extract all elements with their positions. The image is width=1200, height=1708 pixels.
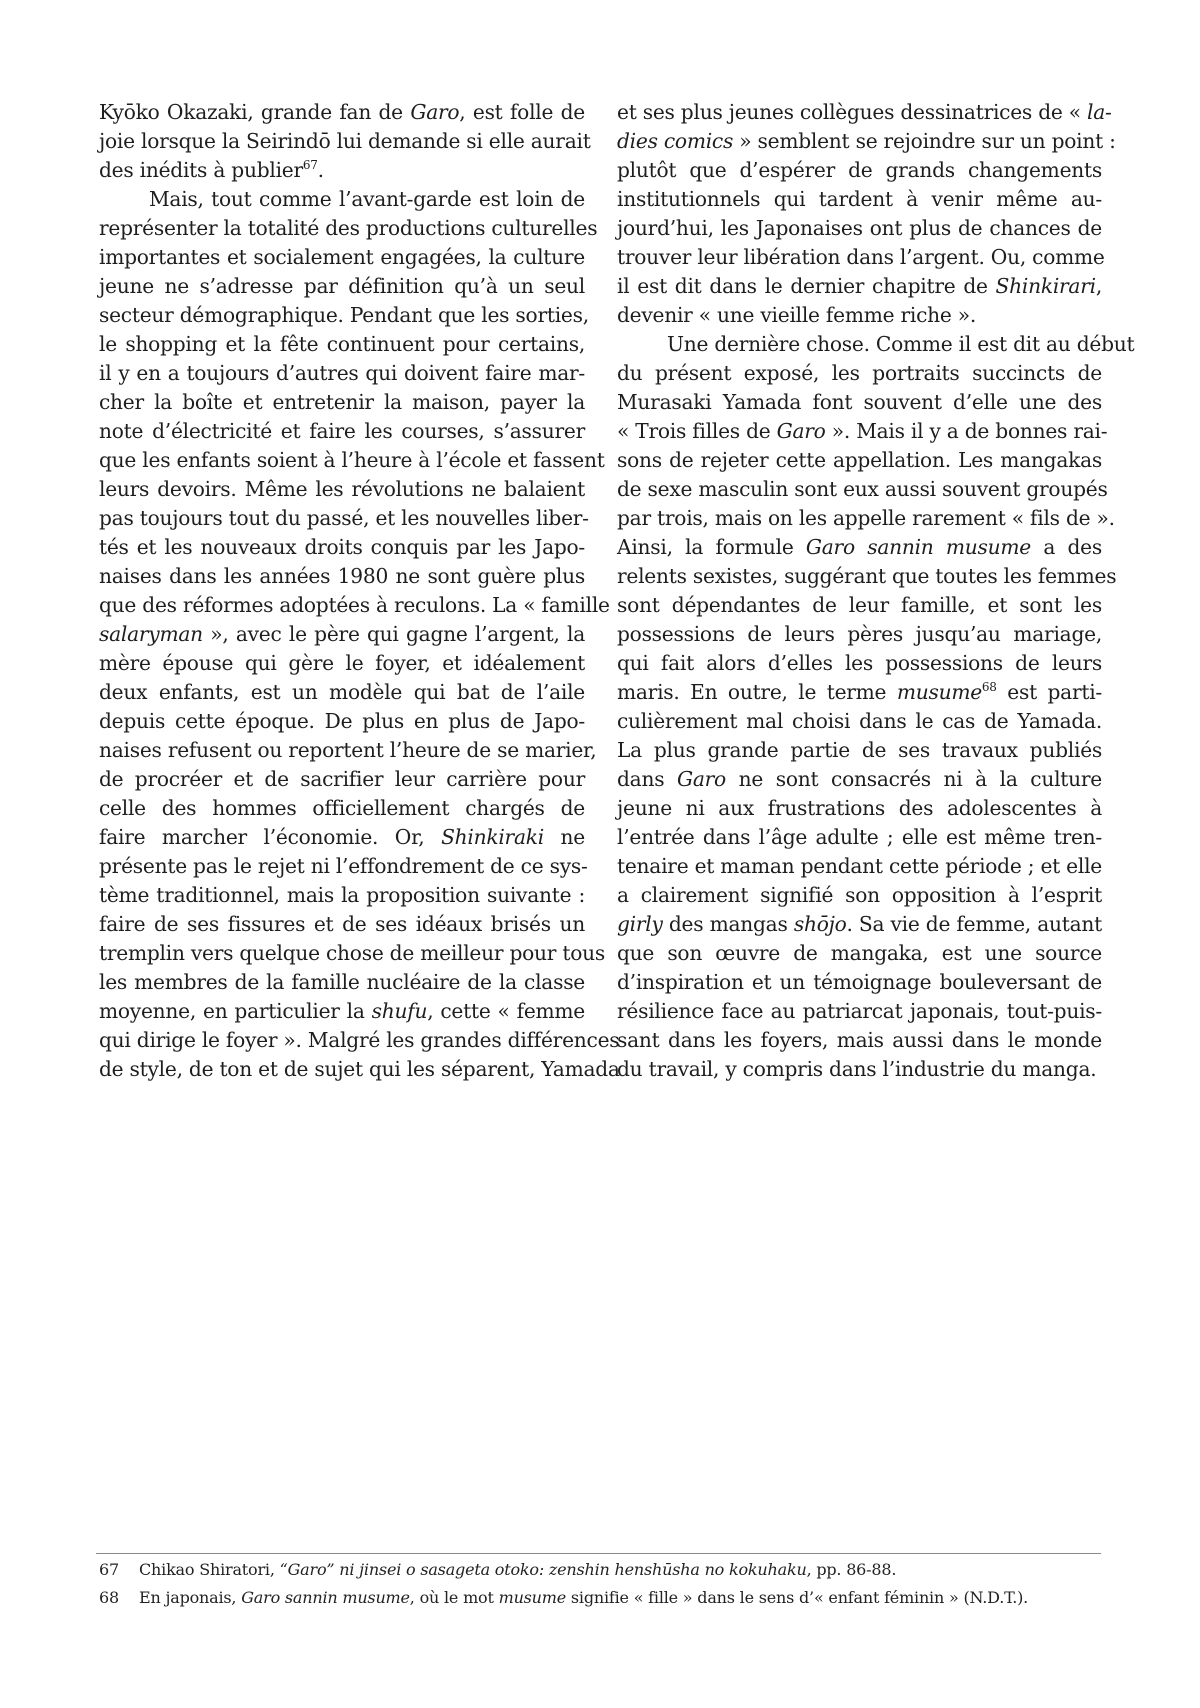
text-line: celle des hommes officiellement chargés de [99, 796, 585, 820]
text-line: des inédits à publier$^{67}$. [99, 158, 324, 182]
text-line: possessions de leurs pères jusqu’au mariage, [617, 622, 1102, 646]
text-line: depuis cette époque. De plus en plus de Japo- [99, 709, 585, 733]
text-line: Ainsi, la formule Garo sannin musume a des [617, 535, 1102, 559]
text-line: sant dans les foyers, mais aussi dans le monde [617, 1028, 1102, 1052]
text-line: secteur démographique. Pendant que les sorties, [99, 303, 589, 327]
text-line: et ses plus jeunes collègues dessinatrices de « la- [617, 100, 1112, 124]
text-line: girly des mangas shōjo. Sa vie de femme, autant [617, 912, 1103, 936]
text-line: importantes et socialement engagées, la culture [99, 245, 585, 269]
text-line: devenir « une vieille femme riche ». [617, 303, 977, 327]
text-line: leurs devoirs. Même les révolutions ne balaient [99, 477, 585, 501]
text-line: institutionnels qui tardent à venir même au- [617, 187, 1102, 211]
text-line: le shopping et la fête continuent pour certains, [99, 332, 585, 356]
text-line: d’inspiration et un témoignage bouleversant de [617, 970, 1102, 994]
text-line: que des réformes adoptées à reculons. La « famille [99, 593, 610, 617]
right-column [617, 98, 1135, 1084]
text-line: tés et les nouveaux droits conquis par les Japo- [99, 535, 585, 559]
text-line: présente pas le rejet ni l’effondrement de ce sys- [99, 854, 588, 878]
text-line: pas toujours tout du passé, et les nouvelles liber- [99, 506, 589, 530]
text-line: jeune ni aux frustrations des adolescentes à [617, 796, 1102, 820]
text-line: deux enfants, est un modèle qui bat de l’aile [99, 680, 585, 704]
text-line: La plus grande partie de ses travaux publiés [617, 738, 1102, 762]
footnote-ref-67[interactable]: 67 [302, 158, 318, 172]
footnote-67: 67 Chikao Shiratori, “Garo” ni jinsei o sasageta otoko: zenshin henshūsha no kokuhaku, pp. 86-88. [99, 1560, 897, 1579]
text-line: qui fait alors d’elles les possessions de leurs [617, 651, 1102, 675]
text-line: trouver leur libération dans l’argent. Ou, comme [617, 245, 1105, 269]
text-line: faire de ses fissures et de ses idéaux brisés un [99, 912, 585, 936]
text-line: cher la boîte et entretenir la maison, payer la [99, 390, 585, 414]
footnote-ref-68[interactable]: 68 [981, 680, 997, 694]
text-line: tenaire et maman pendant cette période ; et elle [617, 854, 1102, 878]
text-line: l’entrée dans l’âge adulte ; elle est même tren- [617, 825, 1102, 849]
text-line: représenter la totalité des productions culturelles [99, 216, 598, 240]
footnote-divider [96, 1553, 1101, 1554]
text-line: faire marcher l’économie. Or, Shinkiraki ne [99, 825, 585, 849]
text-line: tème traditionnel, mais la proposition suivante : [99, 883, 585, 907]
text-line: du travail, y compris dans l’industrie du manga. [617, 1057, 1097, 1081]
text-line: moyenne, en particulier la shufu, cette « femme [99, 999, 585, 1023]
text-line: dies comics » semblent se rejoindre sur un point : [617, 129, 1116, 153]
left-column [99, 98, 620, 1084]
text-line: « Trois filles de Garo ». Mais il y a de bonnes rai- [617, 419, 1108, 443]
text-line: les membres de la famille nucléaire de la classe [99, 970, 585, 994]
paragraph-start: Une dernière chose. Comme il est dit au début [667, 332, 1135, 356]
text-line: du présent exposé, les portraits succincts de [617, 361, 1102, 385]
text-line: mère épouse qui gère le foyer, et idéalement [99, 651, 585, 675]
text-line: plutôt que d’espérer de grands changements [617, 158, 1102, 182]
text-line: de sexe masculin sont eux aussi souvent groupés [617, 477, 1108, 501]
footnote-number: 67 [99, 1560, 119, 1579]
text-line: Murasaki Yamada font souvent d’elle une des [617, 390, 1102, 414]
text-line: naises dans les années 1980 ne sont guère plus [99, 564, 585, 588]
text-line: tremplin vers quelque chose de meilleur pour tous [99, 941, 605, 965]
text-line: maris. En outre, le terme musume$^{68}$ est parti- [617, 680, 1102, 704]
text-line: a clairement signifié son opposition à l’esprit [617, 883, 1102, 907]
text-line: joie lorsque la Seirindō lui demande si elle aurait [99, 129, 591, 153]
text-line: note d’électricité et faire les courses, s’assurer [99, 419, 585, 443]
text-line: relents sexistes, suggérant que toutes les femmes [617, 564, 1117, 588]
text-line: sons de rejeter cette appellation. Les mangakas [617, 448, 1102, 472]
text-line: il y en a toujours d’autres qui doivent faire mar- [99, 361, 585, 385]
text-line: de style, de ton et de sujet qui les séparent, Yamada [99, 1057, 620, 1081]
text-line: jeune ne s’adresse par définition qu’à un seul [99, 274, 585, 298]
text-line: qui dirige le foyer ». Malgré les grandes différences [99, 1028, 620, 1052]
text-line: sont dépendantes de leur famille, et sont les [617, 593, 1102, 617]
text-line: résilience face au patriarcat japonais, tout-puis- [617, 999, 1102, 1023]
text-line: salaryman », avec le père qui gagne l’argent, la [99, 622, 585, 646]
footnote-68: 68 En japonais, Garo sannin musume, où le mot musume signifie « fille » dans le sens d’« enfant féminin » (N.D.T.). [99, 1588, 1029, 1607]
footnote-number: 68 [99, 1588, 119, 1607]
text-line: que les enfants soient à l’heure à l’école et fassent [99, 448, 605, 472]
text-line: il est dit dans le dernier chapitre de Shinkirari, [617, 274, 1102, 298]
text-line: Kyōko Okazaki, grande fan de Garo, est folle de [99, 100, 585, 124]
text-line: culièrement mal choisi dans le cas de Yamada. [617, 709, 1102, 733]
paragraph-start: Mais, tout comme l’avant-garde est loin de [149, 187, 585, 211]
text-line: dans Garo ne sont consacrés ni à la culture [617, 767, 1102, 791]
text-line: que son œuvre de mangaka, est une source [617, 941, 1102, 965]
text-line: par trois, mais on les appelle rarement « fils de ». [617, 506, 1115, 530]
text-line: naises refusent ou reportent l’heure de se marier, [99, 738, 597, 762]
text-line: jourd’hui, les Japonaises ont plus de chances de [617, 216, 1102, 240]
text-line: de procréer et de sacrifier leur carrière pour [99, 767, 585, 791]
